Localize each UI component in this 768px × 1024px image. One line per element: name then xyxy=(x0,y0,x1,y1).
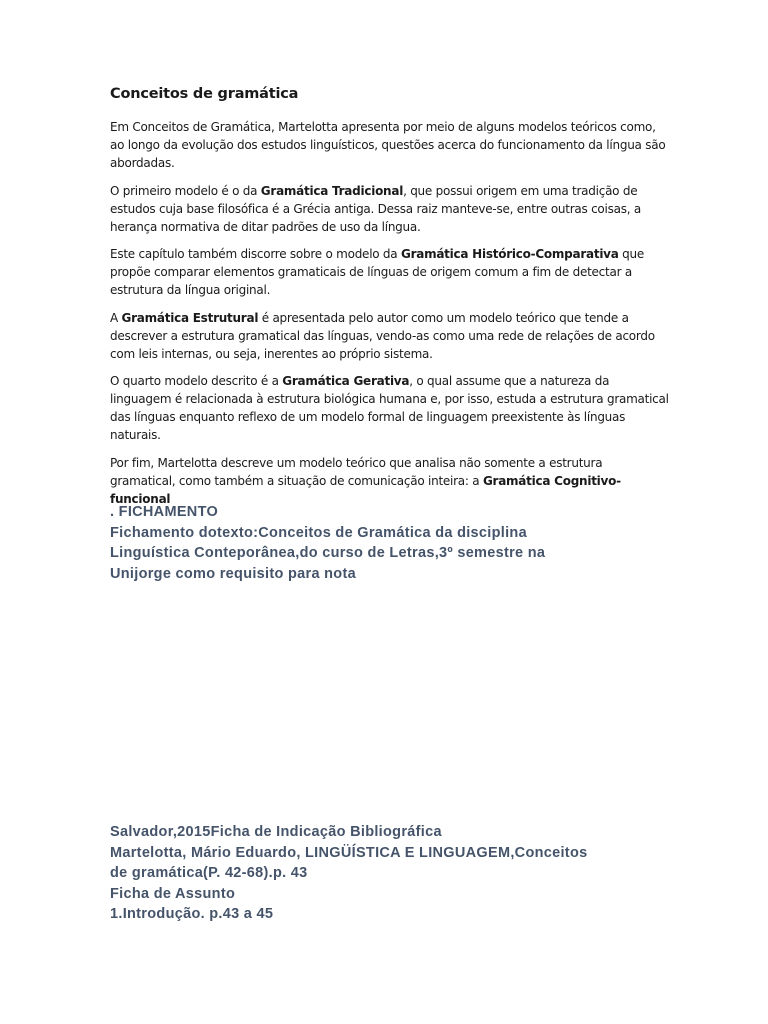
paragraph-text: , que possui origem em uma tradição de estudos cuja base filosófica é a Grécia antiga. Dessa raiz manteve-se, entre outras coisas, a herança normativa de ditar padrões de uso da língua. xyxy=(110,183,641,234)
paragraph-cognitivo-funcional xyxy=(110,454,670,508)
term-gramatica-historico-comparativa: Gramática Histórico-Comparativa xyxy=(400,247,619,261)
fichamento-line: Linguística Conteporânea,do curso de Letras,3º semestre na xyxy=(110,545,546,561)
term-gramatica-estrutural: Gramática Estrutural xyxy=(121,310,259,325)
introducao-entry: 1.Introdução. p.43 a 45 xyxy=(110,906,274,922)
paragraph-text: A xyxy=(110,310,122,325)
fichamento-line: Unijorge como requisito para nota xyxy=(110,565,356,582)
paragraph-gerativa xyxy=(110,372,670,444)
paragraph-text: O primeiro modelo é o da xyxy=(110,183,261,198)
fichamento-line: Fichamento dotexto:Conceitos de Gramática da disciplina xyxy=(110,524,527,541)
paragraph-text: , o qual assume que a natureza da linguagem é relacionada à estrutura biológica humana e, por isso, estuda a estrutura gramatical das línguas enquanto reflexo de um modelo formal de linguagem preexistente às línguas naturais. xyxy=(110,374,669,442)
term-gramatica-cognitivo-funcional: Gramática Cognitivo-funcional xyxy=(110,473,621,506)
paragraph-tradicional xyxy=(110,182,670,236)
paragraph-estrutural xyxy=(110,309,670,363)
bibliography-line: Salvador,2015Ficha de Indicação Bibliográfica xyxy=(110,824,442,840)
paragraph-text: O quarto modelo descrito é a xyxy=(110,374,283,388)
bibliography-line: de gramática(P. 42-68).p. 43 xyxy=(110,865,308,881)
paragraph-text: Por fim, Martelotta descreve um modelo teórico que analisa não somente a estrutura gramatical, como também a situação de comunicação inteira: a xyxy=(110,455,603,488)
term-gramatica-gerativa: Gramática Gerativa xyxy=(282,374,410,388)
paragraph-historico-comparativa xyxy=(110,245,670,299)
paragraph-intro: Em Conceitos de Gramática, Martelotta apresenta por meio de alguns modelos teóricos como, ao longo da evolução dos estudos linguísticos, questões acerca do funcionamento da língua são abordadas. xyxy=(110,120,666,170)
bibliography-line: Martelotta, Mário Eduardo, LINGÜÍSTICA E LINGUAGEM,Conceitos xyxy=(110,844,588,861)
fichamento-title: . FICHAMENTO xyxy=(110,504,219,520)
paragraph-text: é apresentada pelo autor como um modelo teórico que tende a descrever a estrutura gramatical das línguas, vendo-as como uma rede de relações de acordo com leis internas, ou seja, inerentes ao próprio sistema. xyxy=(110,310,655,361)
paragraph-text: Este capítulo também discorre sobre o modelo da xyxy=(110,247,401,261)
bibliography-block xyxy=(110,822,670,925)
ficha-assunto-heading: Ficha de Assunto xyxy=(110,885,236,902)
term-gramatica-tradicional: Gramática Tradicional xyxy=(260,183,404,198)
paragraph-text: que propõe comparar elementos gramaticais de línguas de origem comum a fim de detectar a estrutura da língua original. xyxy=(110,247,645,297)
fichamento-block xyxy=(110,502,670,584)
article-body xyxy=(110,118,670,517)
section-heading: Conceitos de gramática xyxy=(110,86,299,102)
